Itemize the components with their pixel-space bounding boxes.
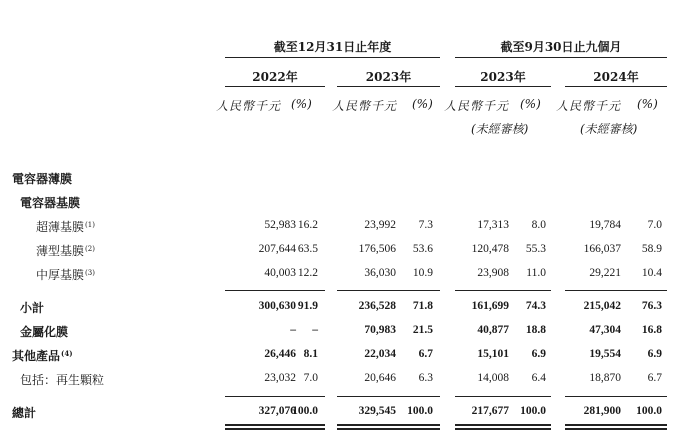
amount-cell: 40,003 [264, 267, 296, 279]
unit-label: 人民幣千元 [216, 99, 282, 113]
percent-label: (%) [520, 97, 541, 111]
total-top-rule [337, 396, 440, 397]
amount-cell: 23,908 [477, 267, 509, 279]
amount-cell: 19,554 [589, 348, 621, 360]
percent-cell: 8.0 [531, 219, 546, 231]
percent-label: (%) [291, 97, 312, 111]
percent-cell: 63.5 [297, 243, 318, 255]
row-label [36, 242, 95, 259]
group-header-nine-months: 截至9月30日止九個月 [500, 40, 622, 54]
footnote-marker: (4) [61, 349, 73, 358]
percent-cell: 74.3 [525, 300, 546, 312]
amount-cell: 14,008 [477, 372, 509, 384]
percent-cell: 53.6 [412, 243, 433, 255]
percent-cell: 7.3 [418, 219, 433, 231]
total-top-rule [455, 396, 551, 397]
percent-cell: 6.9 [531, 348, 546, 360]
percent-cell: 7.0 [647, 219, 662, 231]
amount-cell: 120,478 [471, 243, 509, 255]
amount-cell: 329,545 [358, 405, 396, 417]
percent-cell: 76.3 [641, 300, 662, 312]
row-label-text: 總計 [12, 406, 37, 420]
percent-cell: 58.9 [641, 243, 662, 255]
amount-cell: 327,076 [258, 405, 296, 417]
amount-cell: 19,784 [589, 219, 621, 231]
footnote-marker: (3) [85, 269, 95, 277]
percent-cell: 8.1 [303, 348, 318, 360]
amount-cell: 36,030 [364, 267, 396, 279]
amount-cell: 52,983 [264, 219, 296, 231]
unit-label: 人民幣千元 [332, 99, 398, 113]
amount-cell: 18,870 [589, 372, 621, 384]
amount-cell: 23,032 [264, 372, 296, 384]
total-top-rule [565, 396, 667, 397]
percent-cell: 6.9 [647, 348, 662, 360]
row-label [36, 218, 95, 235]
amount-cell: 300,630 [258, 300, 296, 312]
unaudited-label: (未經審核) [580, 122, 638, 136]
percent-cell: 6.4 [531, 372, 546, 384]
amount-cell: 166,037 [583, 243, 621, 255]
year-underline [455, 86, 551, 87]
unit-label: 人民幣千元 [556, 99, 622, 113]
total-double-rule [455, 424, 551, 426]
percent-cell: 11.0 [526, 267, 546, 279]
row-label [20, 299, 44, 316]
unaudited-label: (未經審核) [471, 122, 529, 136]
row-label [12, 404, 36, 421]
total-double-rule [337, 428, 440, 430]
total-double-rule [565, 428, 667, 430]
year-header: 2024年 [593, 70, 639, 84]
percent-cell: 100.0 [292, 405, 318, 417]
percent-cell: 7.0 [303, 372, 318, 384]
group-header-fiscal-year: 截至12月31日止年度 [273, 40, 392, 54]
amount-cell: 215,042 [583, 300, 621, 312]
unit-label: 人民幣千元 [444, 99, 510, 113]
percent-label: (%) [637, 97, 658, 111]
row-label-text: 超薄基膜 [36, 220, 85, 234]
row-label-text: 電容器薄膜 [12, 172, 73, 186]
amount-cell: 207,644 [258, 243, 296, 255]
amount-cell: 236,528 [358, 300, 396, 312]
percent-cell: 100.0 [407, 405, 433, 417]
amount-cell: 161,699 [471, 300, 509, 312]
percent-cell: 6.7 [418, 348, 433, 360]
percent-label: (%) [412, 97, 433, 111]
amount-cell: 29,221 [589, 267, 621, 279]
total-double-rule [455, 428, 551, 430]
amount-cell: 17,313 [477, 219, 509, 231]
year-header: 2023年 [365, 70, 412, 84]
amount-cell: – [290, 324, 296, 336]
total-double-rule [225, 428, 325, 430]
percent-cell: – [312, 324, 318, 336]
percent-cell: 12.2 [297, 267, 318, 279]
percent-cell: 71.8 [412, 300, 433, 312]
subtotal-rule [455, 290, 551, 291]
row-label [20, 194, 80, 211]
percent-cell: 10.4 [641, 267, 662, 279]
year-underline [337, 86, 440, 87]
year-header: 2022年 [252, 70, 298, 84]
percent-cell: 91.9 [297, 300, 318, 312]
row-label-text: 中厚基膜 [36, 268, 85, 282]
row-label-text: 包括：再生顆粒 [20, 373, 105, 387]
amount-cell: 47,304 [589, 324, 621, 336]
percent-cell: 6.3 [418, 372, 433, 384]
row-label-text: 小計 [20, 301, 45, 315]
amount-cell: 70,983 [364, 324, 396, 336]
percent-cell: 100.0 [520, 405, 546, 417]
total-double-rule [565, 424, 667, 426]
group-underline [225, 57, 440, 58]
percent-cell: 100.0 [636, 405, 662, 417]
year-header: 2023年 [480, 70, 526, 84]
amount-cell: 176,506 [358, 243, 396, 255]
subtotal-rule [337, 290, 440, 291]
percent-cell: 10.9 [412, 267, 433, 279]
row-label [12, 170, 72, 187]
percent-cell: 21.5 [412, 324, 433, 336]
percent-cell: 18.8 [525, 324, 546, 336]
amount-cell: 40,877 [477, 324, 509, 336]
total-top-rule [225, 396, 325, 397]
group-underline [455, 57, 667, 58]
year-underline [225, 86, 325, 87]
amount-cell: 217,677 [471, 405, 509, 417]
row-label-text: 其他產品 [12, 349, 61, 363]
row-label [12, 347, 73, 364]
total-double-rule [337, 424, 440, 426]
subtotal-rule [565, 290, 667, 291]
row-label [20, 371, 104, 388]
percent-cell: 16.8 [641, 324, 662, 336]
total-double-rule [225, 424, 325, 426]
amount-cell: 15,101 [477, 348, 509, 360]
subtotal-rule-pct [278, 290, 325, 291]
amount-cell: 26,446 [264, 348, 296, 360]
percent-cell: 6.7 [647, 372, 662, 384]
percent-cell: 55.3 [525, 243, 546, 255]
row-label-text: 電容器基膜 [20, 196, 81, 210]
amount-cell: 22,034 [364, 348, 396, 360]
amount-cell: 281,900 [583, 405, 621, 417]
row-label [36, 266, 95, 283]
row-label-text: 金屬化膜 [20, 325, 69, 339]
percent-cell: 16.2 [297, 219, 318, 231]
year-underline [565, 86, 667, 87]
footnote-marker: (1) [85, 221, 95, 229]
footnote-marker: (2) [85, 245, 95, 253]
row-label-text: 薄型基膜 [36, 244, 85, 258]
row-label [20, 323, 68, 340]
amount-cell: 23,992 [364, 219, 396, 231]
amount-cell: 20,646 [364, 372, 396, 384]
